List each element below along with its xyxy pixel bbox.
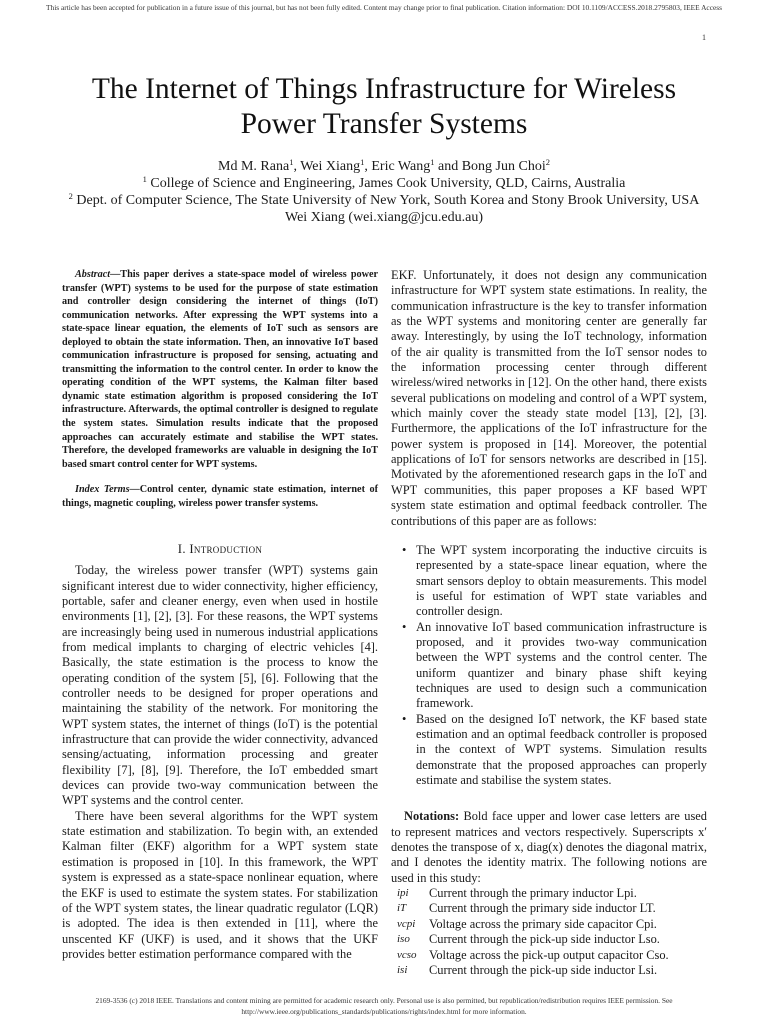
- intro-paragraph-1: Today, the wireless power transfer (WPT) systems gain significant interest due to wider connectivity, higher efficiency, portable, safer and cleaner energy, even when used in hostile environments [1], [2], [3]. For these reasons, the WPT systems are increasingly being used in numerous industrial applications from medical implants to charging of electric vehicles [4]. Basically, the state estimation is the process to know the operating condition of the system [5], [6]. Following that the controller needs to be designed for proper operations and maintaining the stability of the network. For monitoring the WPT system states, the internet of things (IoT) is the potential infrastructure that can provide the wider connectivity, advanced sensing/actuating, information processing and greater flexibility [7], [8], [9]. Therefore, the IoT embedded smart devices can provide two-way communication between the WPT systems and the control center.: [62, 563, 378, 808]
- abstract: [62, 268, 378, 471]
- affiliation-marker: 1: [289, 157, 294, 167]
- affiliation-marker: 2: [545, 157, 550, 167]
- notation-description: Current through the primary side inductor LT.: [429, 901, 656, 916]
- notations-paragraph: [391, 809, 707, 886]
- affiliation-marker: 1: [142, 174, 147, 184]
- footer-line-1: 2169-3536 (c) 2018 IEEE. Translations and content mining are permitted for academic research only. Personal use is also permitted, but republication/redistribution requires IEEE permission. See: [95, 996, 673, 1005]
- bullet-icon: •: [402, 619, 407, 634]
- notation-symbol: ipi: [397, 887, 409, 900]
- abstract-text: This paper derives a state-space model of wireless power transfer (WPT) systems to be used for the purpose of state estimation and controller design considering the internet of things (IoT) communication networks. After expressing the WPT systems into a state-space linear equation, the elements of IoT such as sensors are deployed to obtain the state information. Then, an innovative IoT based communication infrastructure is proposed for sensing, actuating and transmitting the information to the control center. In order to know the operating condition of the WPT systems, the Kalman filter based dynamic state estimation algorithm is proposed considering the IoT infrastructure. Afterwards, the optimal controller is designed to regulate the system states. Simulation results indicate that the proposed approaches can accurately estimate and stabilise the WPT states. Therefore, the developed frameworks are valuable in designing the IoT based smart control center for WPT systems.: [62, 269, 378, 470]
- contributions-list: [391, 543, 707, 789]
- author-separator: ,: [364, 159, 372, 174]
- author-separator: ,: [293, 159, 301, 174]
- affiliation-marker: 1: [430, 157, 435, 167]
- affiliation-1: [20, 175, 748, 192]
- table-row: [397, 886, 669, 901]
- notation-description: Current through the primary inductor Lpi.: [429, 886, 637, 901]
- notation-symbol: vcpi: [397, 917, 416, 930]
- right-column: [391, 268, 707, 979]
- abstract-dash: —: [110, 269, 121, 280]
- author-list: [20, 158, 748, 175]
- notations-text: Bold face upper and lower case letters are used to represent matrices and vectors respectively. Superscripts x′ denotes the transpose of x, diag(x) denotes the diagonal matrix, and I denotes the identity matrix. The following notions are used in this study:: [391, 809, 707, 885]
- page-number: 1: [702, 33, 706, 42]
- bullet-icon: •: [402, 542, 407, 557]
- notation-symbol: isi: [397, 964, 408, 977]
- list-item: [402, 619, 707, 712]
- author-name: Bong Jun Choi: [461, 159, 546, 174]
- affiliation-marker: 1: [360, 157, 365, 167]
- author-block: [20, 158, 748, 226]
- list-item: [402, 711, 707, 789]
- title-line-1: The Internet of Things Infrastructure for Wireless: [91, 73, 677, 105]
- intro-paragraph-2: There have been several algorithms for the WPT system state estimation and stabilization. To begin with, an extended Kalman filter (EKF) algorithm for a WPT system state estimation is proposed in [10]. In this framework, the WPT system is expressed as a state-space nonlinear equation, where the EKF is used to estimate the system states. For stabilization of the WPT system states, the linear quadratic regulator (LQR) is adopted. The idea is then extended in [11], where the unscented KF (UKF) is used, and it shows that the UKF provides better estimation performance compared with the: [62, 808, 378, 961]
- notation-description: Current through the pick-up side inductor Lso.: [429, 932, 660, 947]
- affiliation-text: Dept. of Computer Science, The State University of New York, South Korea and Stony Brook University, USA: [76, 193, 700, 208]
- table-row: [397, 901, 669, 916]
- bullet-icon: •: [402, 711, 407, 726]
- index-terms-dash: —: [129, 484, 140, 496]
- author-name: Wei Xiang: [300, 159, 361, 174]
- notation-description: Voltage across the primary side capacitor Cpi.: [429, 916, 657, 931]
- index-terms: [62, 483, 378, 510]
- notation-description: Current through the pick-up side inductor Lsi.: [429, 963, 658, 978]
- index-terms-text: Control center, dynamic state estimation, internet of things, magnetic coupling, wireless power transfer systems.: [62, 484, 378, 509]
- author-separator: and: [434, 159, 462, 174]
- footer-line-2: http://www.ieee.org/publications_standards/publications/rights/index.html for more information.: [241, 1006, 527, 1016]
- notations-label: Notations:: [404, 809, 460, 824]
- journal-header-note: This article has been accepted for publication in a future issue of this journal, but has not been fully edited. Content may change prior to final publication. Citation information: DOI 10.1109/ACCESS.2018.2795803, IEEE Access: [45, 3, 723, 12]
- table-row: [397, 948, 669, 963]
- paper-title: [40, 72, 728, 142]
- author-name: Md M. Rana: [218, 159, 290, 174]
- notation-table: [397, 886, 669, 978]
- left-column: [62, 268, 378, 962]
- affiliation-2: [20, 192, 748, 209]
- intro-paragraph-3: EKF. Unfortunately, it does not design any communication infrastructure for WPT system state estimations. In reality, the communication infrastructure is the key to transfer information as the WPT systems and monitoring center are generally far away. Interestingly, by using the IoT technology, information of the air quality is transmitted from the IoT sensor nodes to the information processing center through different wireless/wired networks in [12]. On the other hand, there exists several publications on modeling and control of a WPT system, which mainly cover the steady state model [13], [2], [3]. Furthermore, the applications of the IoT infrastructure for the power system is proposed in [14]. Moreover, the potential applications of IoT for sensors networks are described in [15]. Motivated by the aforementioned research gaps in the IoT and WPT communities, this paper proposes a KF based WPT system state estimation and optimal feedback controller. The contributions of this paper are as follows:: [391, 268, 707, 528]
- contribution-text: Based on the designed IoT network, the KF based state estimation and an optimal feedback controller is proposed in the context of WPT systems. Simulation results demonstrate that the proposed approaches can properly estimate and stabilise the system states.: [416, 711, 707, 787]
- corresponding-author: Wei Xiang (wei.xiang@jcu.edu.au): [285, 210, 483, 225]
- notation-symbol: vcso: [397, 948, 417, 961]
- abstract-label: Abstract: [75, 269, 111, 280]
- notation-description: Voltage across the pick-up output capacitor Cso.: [429, 947, 669, 962]
- table-row: [397, 963, 669, 978]
- affiliation-marker: 2: [68, 191, 73, 201]
- section-heading-introduction: I. Introduction: [177, 542, 263, 557]
- contribution-text: An innovative IoT based communication infrastructure is proposed, and it provides two-way communication between the WPT systems and the control center. The uniform quantizer and binary phase shift keying techniques are used to design such a communication framework.: [416, 619, 707, 711]
- index-terms-label: Index Terms: [75, 484, 130, 496]
- notation-symbol: iT: [397, 902, 407, 915]
- table-row: [397, 932, 669, 947]
- list-item: [402, 542, 707, 620]
- affiliation-text: College of Science and Engineering, James Cook University, QLD, Cairns, Australia: [150, 176, 626, 191]
- notations-section: [391, 809, 707, 978]
- copyright-footer: [30, 996, 738, 1017]
- title-line-2: Power Transfer Systems: [240, 108, 528, 140]
- author-name: Eric Wang: [371, 159, 431, 174]
- contribution-text: The WPT system incorporating the inductive circuits is represented by a state-space linear equation, where the smart sensors deploy to obtain measurements. This model is useful for estimation of WPT state variables and controller design.: [416, 542, 707, 619]
- notation-symbol: iso: [397, 933, 410, 946]
- table-row: [397, 917, 669, 932]
